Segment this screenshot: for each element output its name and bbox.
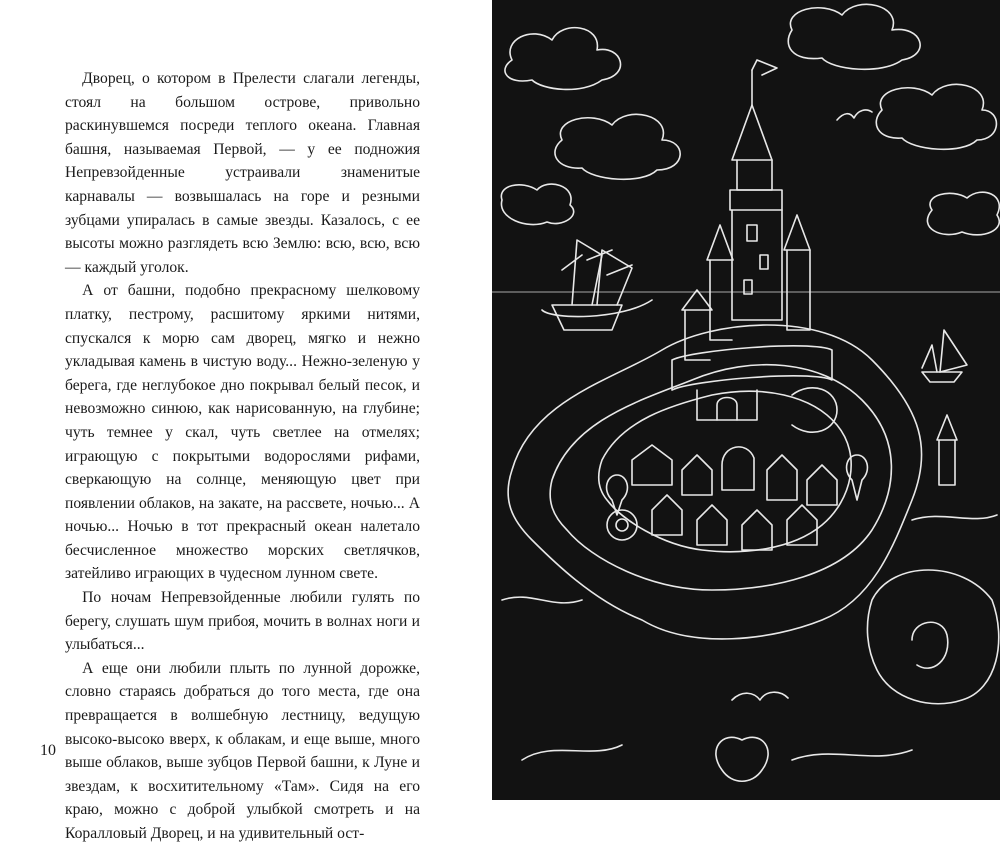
castle	[672, 60, 837, 432]
illustration-page	[492, 0, 1000, 800]
town	[632, 445, 837, 550]
paragraph: По ночам Непревзойденные любили гулять по берегу, слушать шум прибоя, мочить в волнах ноги и улыбаться...	[65, 589, 420, 654]
cloud-top-left	[505, 28, 621, 90]
small-boat	[922, 330, 967, 382]
wave	[522, 745, 622, 760]
wave	[792, 750, 912, 760]
cloud-right	[876, 84, 996, 149]
text-page	[0, 0, 492, 842]
sailing-ship	[542, 240, 652, 330]
cloud-top-right	[788, 4, 920, 69]
castle-island-illustration	[492, 0, 1000, 800]
tree	[847, 455, 868, 500]
page-number: 10	[40, 742, 56, 759]
tree	[607, 475, 628, 515]
cloud-left-low	[501, 184, 573, 224]
heart-rock	[716, 737, 768, 781]
rock-arch	[867, 570, 998, 704]
cloud-left-mid	[555, 114, 680, 179]
wave	[912, 515, 997, 520]
wave	[502, 597, 582, 603]
body-text	[65, 67, 420, 846]
paragraph: А еще они любили плыть по лунной дорожке, словно стараясь добраться до того места, где она превращается в волшебную лестницу, ведущую высоко-высоко вверх, к облакам, и еще выше, много выше облаков, выше зубцов Первой башни, к Луне и звездам, к восхитительному «Там». Сидя на его краю, можно с доброй улыбкой смотреть и на Коралловый Дворец, и на удивительный ост-	[65, 659, 420, 842]
lighthouse	[937, 415, 957, 485]
bird	[837, 110, 872, 120]
cloud-far-right	[927, 192, 999, 235]
paragraph: Дворец, о котором в Прелести слагали легенды, стоял на большом острове, привольно раскинувшемся посреди теплого океана. Главная башня, называемая Первой, — у ее подножия Непревзойденные устраивали знаменитые карнавалы — возвышалась на горе и резными зубцами упиралась в самые звезды. Казалось, с ее высоты можно разглядеть всю Землю: всю, всю, всю — каждый уголок.	[65, 70, 420, 276]
paragraph: А от башни, подобно прекрасному шелковому платку, пестрому, расшитому яркими нитями, спускался к морю сам дворец, мягко и нежно укладывая камень в чистую воду... Нежно-зеленую у берега, где неглубокое дно покрывал белый песок, и невозможно синюю, как нарисованную, на глубине; чуть темнее у скал, чуть светлее на отмелях; играющую с покрытыми водорослями рифами, сверкающую на солнце, меняющую цвет при появлении облаков, на закате, на рассвете, ночью... А ночью... Ночью в тот прекрасный океан налетало бесчисленное множество морских светлячков, затейливо играющих в чудесном лунном свете.	[65, 282, 420, 583]
bird	[732, 692, 788, 700]
